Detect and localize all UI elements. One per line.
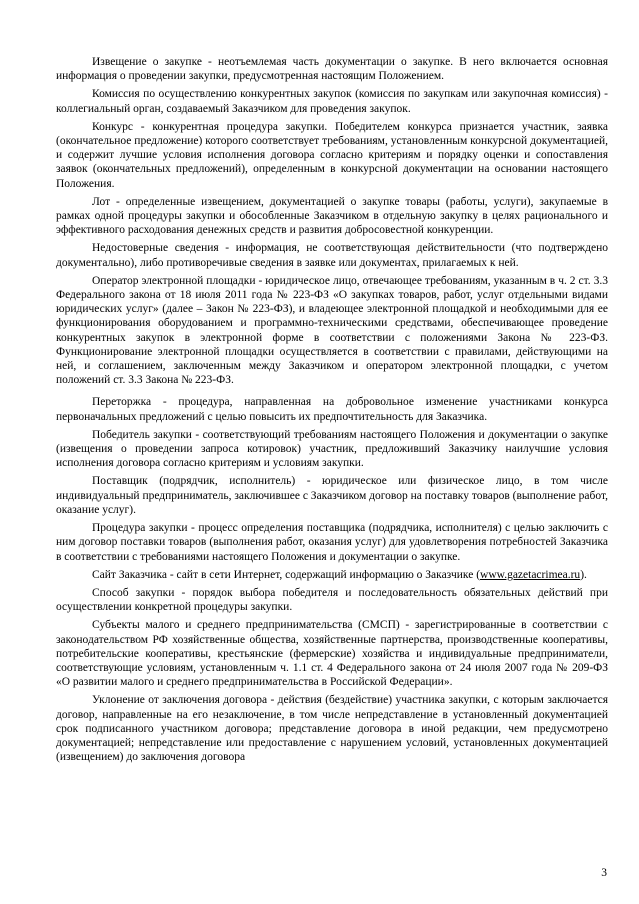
- paragraph-commission: Комиссия по осуществлению конкурентных закупок (комиссия по закупкам или закупочная комиссия) - коллегиальный орган, создаваемый Заказчиком для проведения закупок.: [56, 88, 608, 115]
- paragraph-evasion: Уклонение от заключения договора - действия (бездействие) участника закупки, с которым заключается договор, направленные на его незаключение, в том числе непредставление в установленный документацией срок подписанного участником договора; представление договора в иной редакции, чем предусмотрено документацией; непредставление или предоставление с нарушением условий, установленных документацией (извещением) до заключения договора: [56, 694, 608, 764]
- paragraph-supplier: Поставщик (подрядчик, исполнитель) - юридическое или физическое лицо, в том числе индивидуальный предприниматель, заключившее с Заказчиком договор на поставку товаров (выполнение работ, оказание услуг).: [56, 475, 608, 516]
- customer-site-link[interactable]: www.gazetacrimea.ru: [480, 568, 581, 581]
- paragraph-sme: Субъекты малого и среднего предпринимательства (СМСП) - зарегистрированные в соответствии с законодательством РФ хозяйственные общества, хозяйственные партнерства, производственные кооперативы, потребительские кооперативы, крестьянские (фермерские) хозяйства и индивидуальные предприниматели, соответствующие условиям, установленным ч. 1.1 ст. 4 Федерального закона от 24 июля 2007 года № 209-ФЗ «О развитии малого и среднего предпринимательства в Российской Федерации».: [56, 619, 608, 689]
- paragraph-customer-site: [56, 568, 608, 582]
- paragraph-procurement-method: Способ закупки - порядок выбора победителя и последовательность обязательных действий при осуществлении конкретной процедуры закупки.: [56, 586, 608, 614]
- paragraph-false-information: Недостоверные сведения - информация, не соответствующая действительности (что подтверждено документально), либо противоречивые сведения в заявке или документах, прилагаемых к ней.: [56, 242, 608, 269]
- paragraph-notice: Извещение о закупке - неотъемлемая часть документации о закупке. В него включается основная информация о проведении закупки, предусмотренная настоящим Положением.: [56, 56, 608, 83]
- paragraph-lot: Лот - определенные извещением, документацией о закупке товары (работы, услуги), закупаемые в рамках одной процедуры закупки и обособленные Заказчиком в отдельную закупку в целях рационального и эффективного расходования денежных средств и развития добросовестной конкуренции.: [56, 195, 608, 237]
- customer-site-text: Сайт Заказчика - сайт в сети Интернет, содержащий информацию о Заказчике (: [92, 568, 481, 581]
- paragraph-procedure: Процедура закупки - процесс определения поставщика (подрядчика, исполнителя) с целью заключить с ним договор поставки товаров (выполнения работ, оказания услуг) для удовлетворения потребностей Заказчика в соответствии с требованиями настоящего Положения и документации о закупке.: [56, 522, 608, 563]
- paragraph-rebidding: Переторжка - процедура, направленная на добровольное изменение участниками конкурса первоначальных предложений с целью повысить их предпочтительность для Заказчика.: [56, 396, 608, 423]
- page-number: 3: [601, 867, 607, 879]
- paragraph-platform-operator: Оператор электронной площадки - юридическое лицо, отвечающее требованиям, указанным в ч. 2 ст. 3.3 Федерального закона от 18 июля 2011 года № 223-ФЗ «О закупках товаров, работ, услуг отдельными видами юридических услуг» (далее – Закон № 223-ФЗ), и владеющее электронной площадкой и необходимыми для ее функционирования оборудованием и программно-техническими средствами, обеспечивающее проведение конкурентных закупок в электронной форме в соответствии с положениями Закона № 223-ФЗ. Функционирование электронной площадки осуществляется в соответствии с правилами, действующими на ней, и соглашением, заключенным между Заказчиком и оператором электронной площадки, с учетом положений ст. 3.3 Закона № 223-ФЗ.: [56, 274, 608, 387]
- paragraph-winner: Победитель закупки - соответствующий требованиям настоящего Положения и документации о закупке (извещения о проведении запроса котировок) участник, предложивший Заказчику наилучшие условия исполнения договора согласно критериям и условиям закупки.: [56, 428, 608, 470]
- paragraph-tender: Конкурс - конкурентная процедура закупки. Победителем конкурса признается участник, заявка (окончательное предложение) которого соответствует требованиям, установленным конкурсной документацией, и содержит лучшие условия исполнения договора согласно критериям и порядку оценки и сопоставления заявок (окончательных предложений), определенным в конкурсной документации на основании настоящего Положения.: [56, 120, 608, 190]
- document-body: [56, 55, 608, 768]
- customer-site-text-end: ).: [580, 568, 587, 581]
